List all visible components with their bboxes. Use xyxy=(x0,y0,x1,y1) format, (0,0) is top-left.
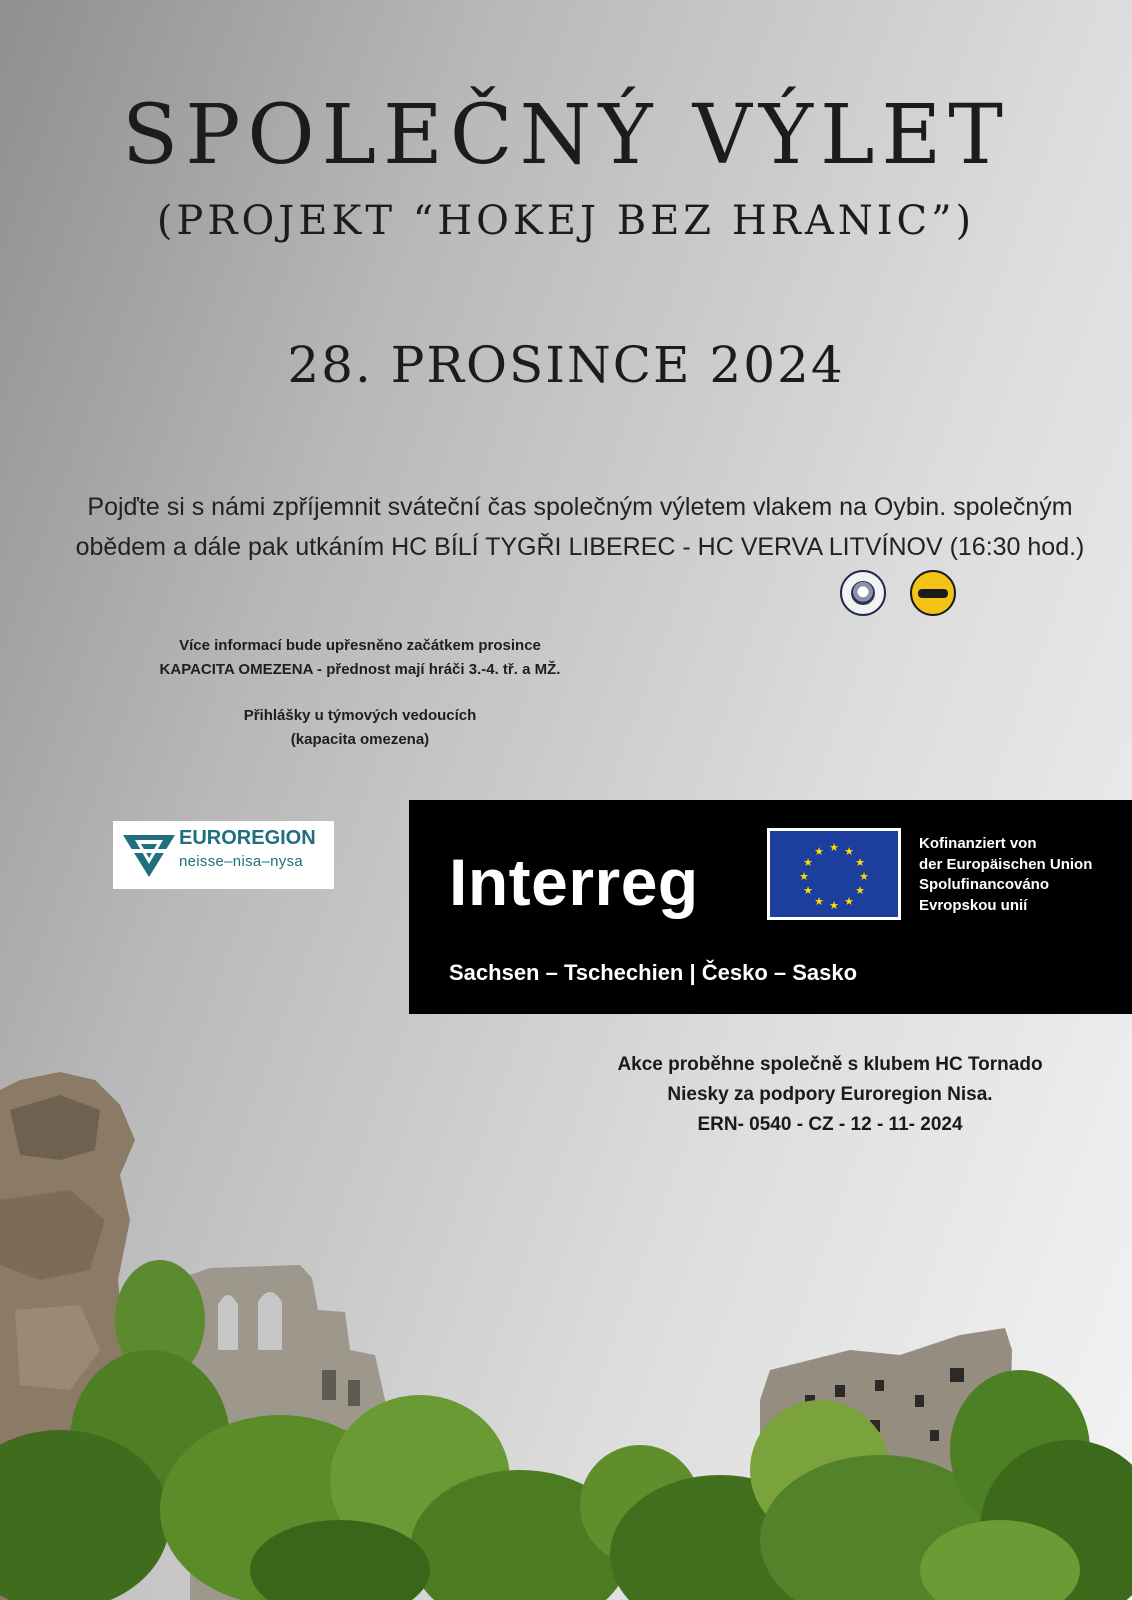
description-line-1: Pojďte si s námi zpříjemnit sváteční čas společným výletem vlakem na Oybin. společným xyxy=(87,493,1073,521)
poster-subtitle: (PROJEKT “HOKEJ BEZ HRANIC”) xyxy=(156,198,976,244)
registration-block xyxy=(110,704,610,752)
euroregion-emblem-icon xyxy=(123,831,175,879)
euroregion-subtitle: neisse–nisa–nysa xyxy=(179,853,304,870)
euroregion-name: EUROREGION xyxy=(179,827,316,849)
description-line-2: obědem a dále pak utkáním HC BÍLÍ TYGŘI LIBEREC - HC VERVA LITVÍNOV (16:30 hod.) xyxy=(75,533,1085,561)
info-block xyxy=(110,634,610,682)
interreg-banner xyxy=(409,800,1132,1014)
cofinanced-line-3: Spolufinancováno xyxy=(919,876,1050,893)
svg-text:★: ★ xyxy=(803,856,813,869)
partner-line-2: Niesky za podpory Euroregion Nisa. xyxy=(667,1084,993,1105)
interreg-wordmark: Interreg xyxy=(449,845,699,919)
event-date: 28. PROSINCE 2024 xyxy=(287,336,845,394)
tiger-icon xyxy=(851,581,875,605)
cofinanced-text xyxy=(919,834,1092,916)
info-line-2: KAPACITA OMEZENA - přednost mají hráči 3.-4. tř. a MŽ. xyxy=(159,661,561,678)
partner-line-1: Akce proběhne společně s klubem HC Tornado xyxy=(617,1054,1043,1075)
svg-text:★: ★ xyxy=(855,884,865,897)
svg-text:★: ★ xyxy=(803,884,813,897)
poster-title: SPOLEČNÝ VÝLET xyxy=(122,88,1010,183)
svg-text:★: ★ xyxy=(844,845,854,858)
svg-text:★: ★ xyxy=(859,870,869,883)
oybin-ruins-illustration xyxy=(0,1050,1132,1600)
eu-flag-icon xyxy=(767,828,901,920)
info-line-1: Více informací bude upřesněno začátkem prosince xyxy=(179,637,541,654)
project-code: ERN- 0540 - CZ - 12 - 11- 2024 xyxy=(697,1114,963,1135)
cofinanced-line-2: der Europäischen Union xyxy=(919,855,1093,873)
svg-text:★: ★ xyxy=(855,856,865,869)
svg-text:★: ★ xyxy=(814,845,824,858)
forest-foliage xyxy=(0,1260,1132,1600)
svg-text:★: ★ xyxy=(844,895,854,908)
svg-text:★: ★ xyxy=(829,899,839,912)
bili-tygri-liberec-logo xyxy=(840,570,886,616)
registration-line-2: (kapacita omezena) xyxy=(290,731,430,748)
event-description xyxy=(40,487,1120,567)
verva-logo-icon xyxy=(918,589,948,598)
interreg-region: Sachsen – Tschechien | Česko – Sasko xyxy=(449,960,858,985)
registration-line-1: Přihlášky u týmových vedoucích xyxy=(243,707,477,724)
euroregion-logo xyxy=(113,821,334,889)
svg-text:★: ★ xyxy=(829,841,839,854)
cofinanced-line-1: Kofinanziert von xyxy=(919,835,1037,852)
cofinanced-line-4: Evropskou unií xyxy=(919,896,1028,914)
hc-verva-litvinov-logo xyxy=(910,570,956,616)
svg-text:★: ★ xyxy=(799,870,809,883)
svg-text:★: ★ xyxy=(814,895,824,908)
